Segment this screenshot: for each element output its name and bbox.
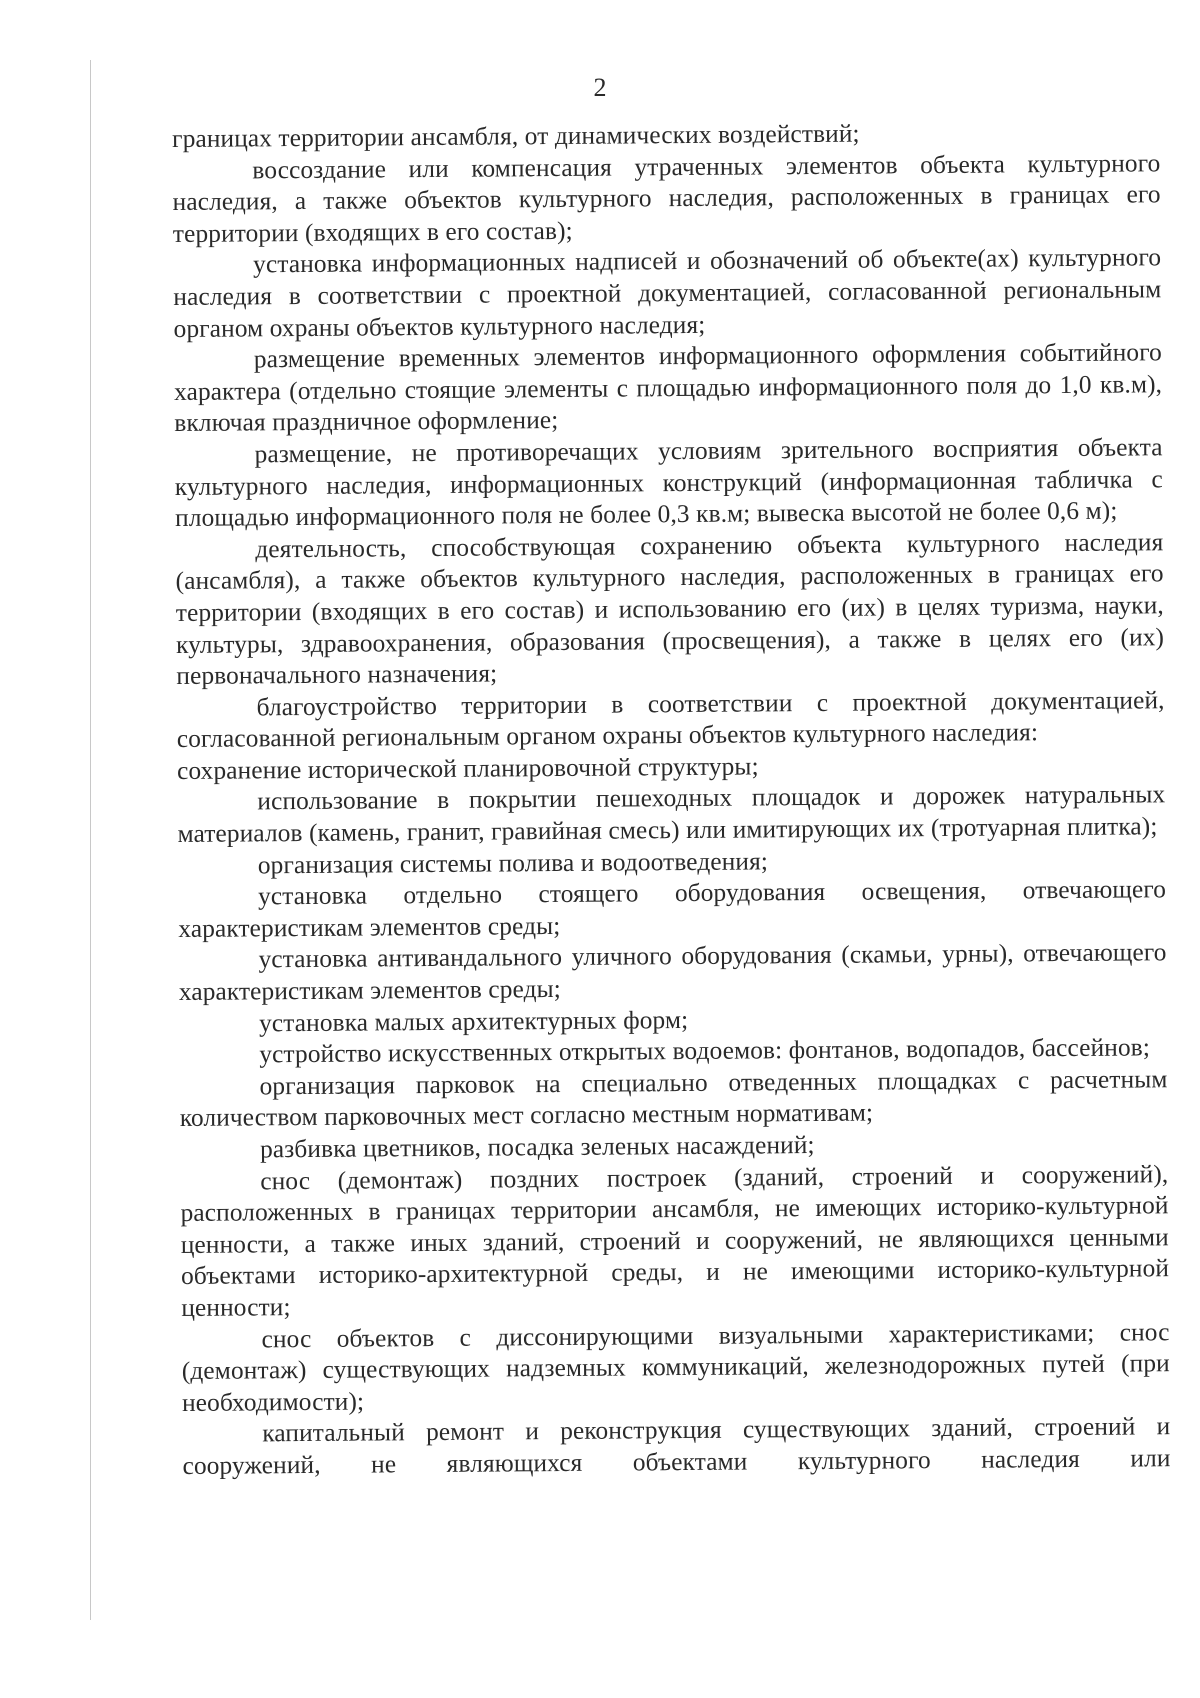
paragraph: устройство искусственных открытых водоемов: фонтанов, водопадов, бассейнов; xyxy=(259,1033,1151,1069)
paragraph: снос (демонтаж) поздних построек (зданий, строений и сооружений), расположенных в границах территории ансамбля, не имеющих историко-культурной ценности, а также иных зданий, строений и сооружений, не являющихся ценными объектами историко-архитектурной среды, и не имеющими историко-культурной ценности; xyxy=(180,1159,1170,1322)
paragraph: капитальный ремонт и реконструкция существующих зданий, строений и сооружений, не являющихся объектами культурного наследия или xyxy=(182,1412,1171,1480)
paragraph: границах территории ансамбля, от динамических воздействий; xyxy=(172,119,860,153)
document-body xyxy=(172,116,1171,1482)
paragraph: установка информационных надписей и обозначений об объекте(ах) культурного наследия в соответствии с проектной документацией, согласованной региональным органом охраны объектов культурного наследия; xyxy=(173,243,1162,343)
paragraph: размещение временных элементов информационного оформления событийного характера (отдельно стоящие элементы с площадью информационного поля до 1,0 кв.м), включая праздничное оформление; xyxy=(173,338,1163,438)
paragraph: снос объектов с диссонирующими визуальными характеристиками; снос (демонтаж) существующих надземных коммуникаций, железнодорожных путей (при необходимости); xyxy=(181,1317,1170,1417)
page-number: 2 xyxy=(593,73,607,102)
paragraph: установка антивандального уличного оборудования (скамьи, урны), отвечающего характеристикам элементов среды; xyxy=(178,938,1167,1007)
paragraph: благоустройство территории в соответствии с проектной документацией, согласованной региональным органом охраны объектов культурного наследия: xyxy=(176,685,1165,754)
paragraph: разбивка цветников, посадка зеленых насаждений; xyxy=(259,1130,815,1164)
paragraph: деятельность, способствующая сохранению объекта культурного наследия (ансамбля), а также объектов культурного наследия, расположенных в границах его территории (входящих в его состав) и использованию его (их) в целях туризма, науки, культуры, здравоохранения, образования (просвещения), а также в целях его (их) первоначального назначения; xyxy=(175,527,1165,691)
paragraph: установка отдельно стоящего оборудования освещения, отвечающего характеристикам элементов среды; xyxy=(178,875,1167,943)
paragraph: организация парковок на специально отведенных площадках с расчетным количеством парковочных мест согласно местным нормативам; xyxy=(179,1065,1168,1133)
paragraph: установка малых архитектурных форм; xyxy=(258,1005,689,1037)
paragraph: организация системы полива и водоотведения; xyxy=(257,846,769,880)
paragraph: размещение, не противоречащих условиям зрительного восприятия объекта культурного наследия, информационных конструкций (информационная табличка с площадью информационного поля не более 0,3 кв.м; вывеска высотой не более 0,6 м); xyxy=(174,433,1163,533)
scan-edge-line xyxy=(90,60,91,1620)
paragraph: сохранение исторической планировочной структуры; xyxy=(176,752,759,785)
paragraph: воссоздание или компенсация утраченных элементов объекта культурного наследия, а также объектов культурного наследия, расположенных в границах его территории (входящих в его состав); xyxy=(172,148,1161,248)
paragraph: использование в покрытии пешеходных площадок и дорожек натуральных материалов (камень, гранит, гравийная смесь) или имитирующих их (тротуарная плитка); xyxy=(177,780,1166,849)
